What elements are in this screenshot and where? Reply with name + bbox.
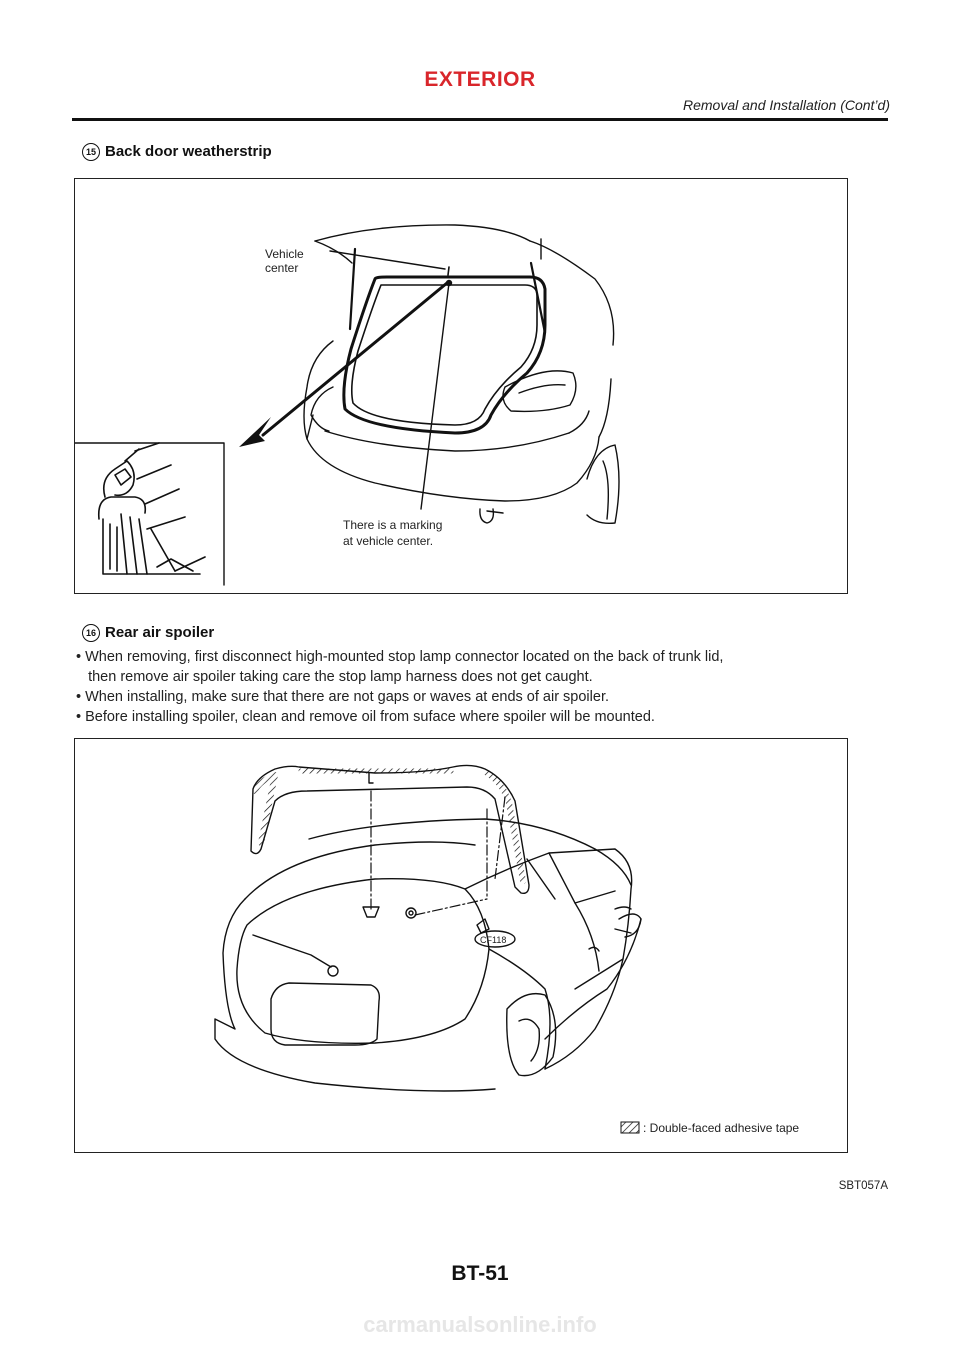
vehicle-center-label-2: center xyxy=(265,261,299,275)
car-body-outline xyxy=(215,819,641,1091)
watermark: carmanualsonline.info xyxy=(363,1312,597,1337)
section-15-heading xyxy=(82,143,272,161)
marking-label-1: There is a marking xyxy=(343,518,443,532)
marking-label-2: at vehicle center. xyxy=(343,534,434,548)
page-title: EXTERIOR xyxy=(424,68,536,91)
center-marking-dot xyxy=(446,280,452,286)
vehicle-center-label-1: Vehicle xyxy=(265,247,304,261)
legend-text: : Double-faced adhesive tape xyxy=(643,1121,800,1135)
hatch-legend-swatch xyxy=(621,1122,639,1133)
page-subtitle: Removal and Installation (Cont’d) xyxy=(683,97,890,113)
car-rear-outline xyxy=(304,225,619,523)
section-16-heading xyxy=(82,624,214,642)
section-15-title: Back door weatherstrip xyxy=(105,143,272,160)
clip-label: CF118 xyxy=(480,935,507,945)
weatherstrip-illustration xyxy=(75,179,847,593)
bullet-1: • When removing, first disconnect high-mounted stop lamp connector located on the back of trunk lid, xyxy=(76,649,724,665)
figure-code: SBT057A xyxy=(838,1180,888,1192)
bullet-2: • When installing, make sure that there are not gaps or waves at ends of air spoiler. xyxy=(76,689,609,705)
circled-number-16: 16 xyxy=(82,624,100,642)
weatherstrip-figure xyxy=(74,178,848,594)
circled-number-15: 15 xyxy=(82,143,100,161)
spoiler-nut-2 xyxy=(406,908,416,918)
section-16-title: Rear air spoiler xyxy=(105,624,215,641)
page-number: BT-51 xyxy=(451,1262,509,1285)
detail-arrow xyxy=(263,283,447,435)
bullet-3: • Before installing spoiler, clean and remove oil from suface where spoiler will be mounted. xyxy=(76,709,655,725)
bullet-1-cont: then remove air spoiler taking care the stop lamp harness does not get caught. xyxy=(76,669,593,685)
weatherstrip-seal xyxy=(344,277,545,433)
inset-frame xyxy=(75,443,224,585)
header-rule xyxy=(72,118,888,121)
weatherstrip-section-sketch xyxy=(99,443,205,574)
spoiler-illustration xyxy=(75,739,847,1152)
spoiler-figure xyxy=(74,738,848,1153)
